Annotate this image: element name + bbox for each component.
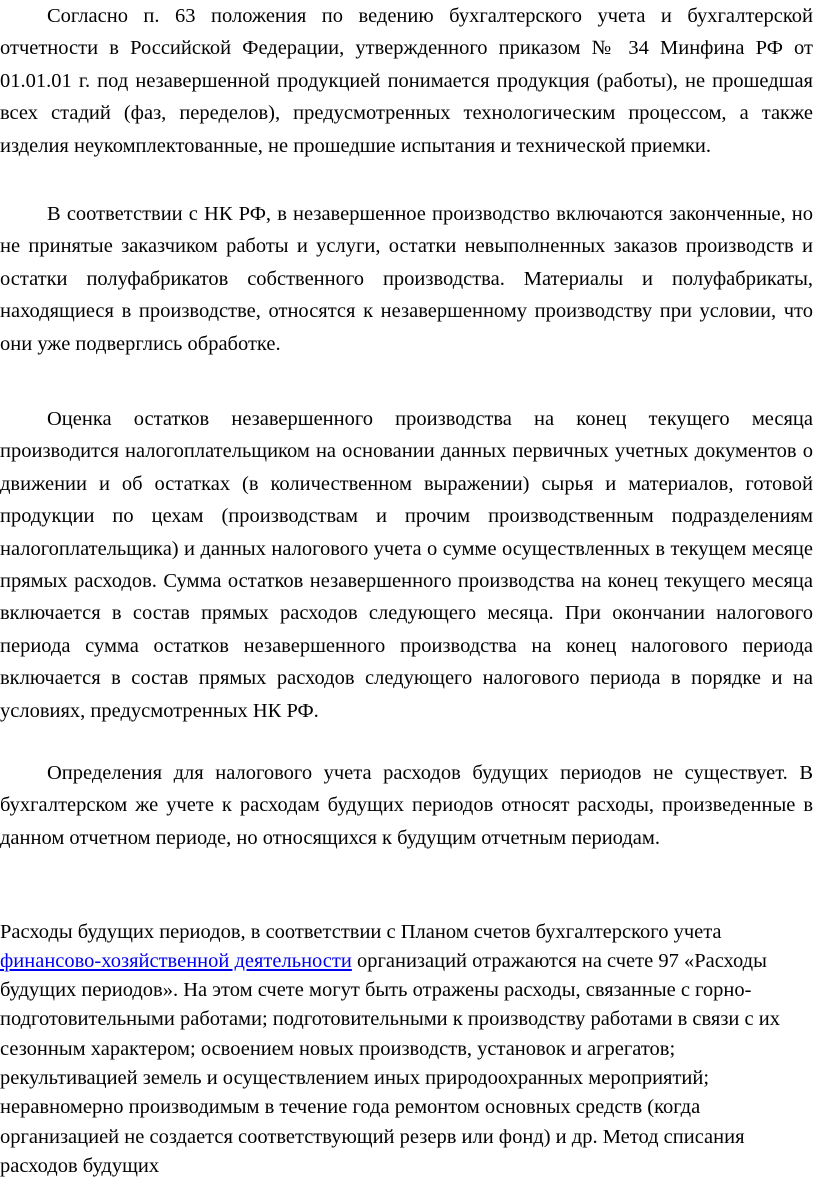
paragraph-wip-valuation: Оценка остатков незавершенного производства на конец текущего месяца производится налогоплательщиком на основании данных первичных учетных документов о движении и об остатках (в количественном выражении) сырья и материалов, готовой продукции по цехам (производствам и прочим производственным подразделениям налогоплательщика) и данных налогового учета о сумме осуществленных в текущем месяце прямых расходов. Сумма остатков незавершенного производства на конец текущего месяца включается в состав прямых расходов следующего месяца. При окончании налогового периода сумма остатков незавершенного производства на конец налогового периода включается в состав прямых расходов следующего налогового периода в порядке и на условиях, предусмотренных НК РФ.: [0, 403, 813, 727]
paragraph-deferred-expenses-account-97: [0, 918, 800, 1181]
financial-activity-link[interactable]: финансово-хозяйственной деятельности: [0, 950, 352, 972]
paragraph-deferred-expenses-definition: Определения для налогового учета расходов будущих периодов не существует. В бухгалтерском же учете к расходам будущих периодов относят расходы, произведенные в данном отчетном периоде, но относящихся к будущим отчетным периодам.: [0, 757, 813, 854]
paragraph-unfinished-products: Согласно п. 63 положения по ведению бухгалтерского учета и бухгалтерской отчетности в Российской Федерации, утвержденного приказом № 34 Минфина РФ от 01.01.01 г. под незавершенной продукцией понимается продукция (работы), не прошедшая всех стадий (фаз, переделов), предусмотренных технологическим процессом, а также изделия неукомплектованные, не прошедшие испытания и технической приемки.: [0, 0, 813, 162]
paragraph-text-after-link: организаций отражаются на счете 97 «Расходы будущих периодов». На этом счете могут быть отражены расходы, связанные с горно-подготовительными работами; подготовительными к производству работами в связи с их сезонным характером; освоением новых производств, установок и агрегатов; рекультивацией земель и осуществлением иных природоохранных мероприятий; неравномерно производимым в течение года ремонтом основных средств (когда организацией не создается соответствующий резерв или фонд) и др. Метод списания расходов будущих: [0, 950, 780, 1177]
paragraph-work-in-progress-tax-code: В соответствии с НК РФ, в незавершенное производство включаются законченные, но не принятые заказчиком работы и услуги, остатки невыполненных заказов производств и остатки полуфабрикатов собственного производства. Материалы и полуфабрикаты, находящиеся в производстве, относятся к незавершенному производству при условии, что они уже подверглись обработке.: [0, 198, 813, 360]
paragraph-text-before-link: Расходы будущих периодов, в соответствии с Планом счетов бухгалтерского учета: [0, 921, 722, 943]
